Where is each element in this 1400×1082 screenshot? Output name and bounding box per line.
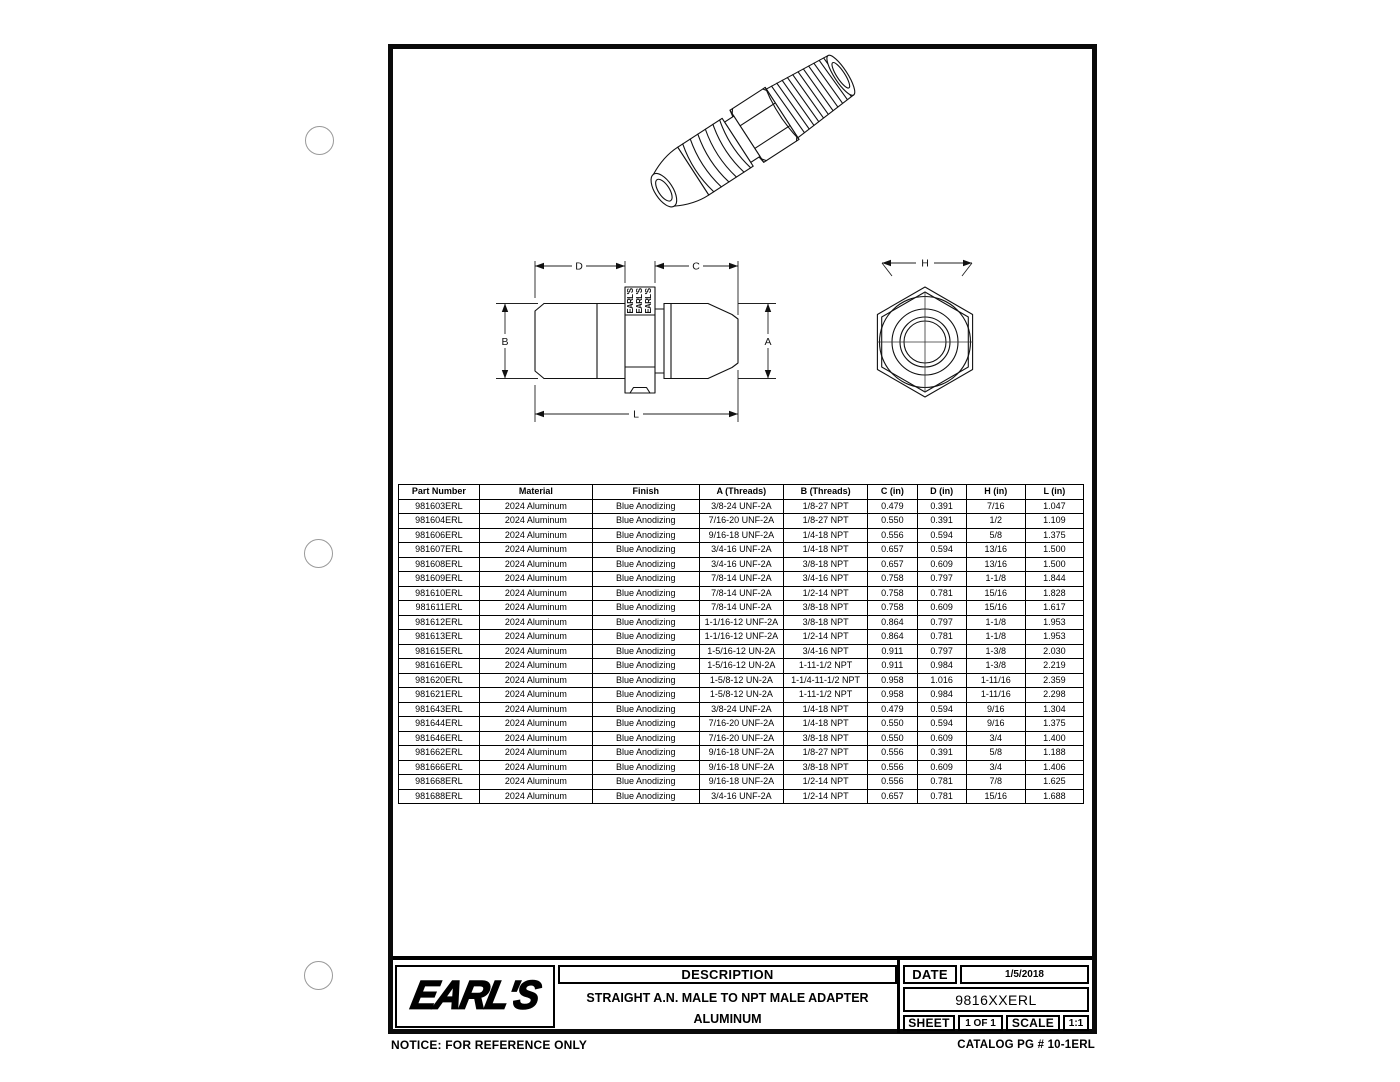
- table-cell: 1-3/8: [966, 659, 1025, 674]
- table-cell: 0.594: [917, 543, 966, 558]
- table-cell: 1.406: [1025, 760, 1083, 775]
- table-cell: 3/4-16 UNF-2A: [699, 543, 783, 558]
- hex-engraving-text: EARL'S: [644, 287, 653, 314]
- table-cell: 7/8-14 UNF-2A: [699, 586, 783, 601]
- table-cell: 0.556: [868, 760, 917, 775]
- table-cell: 0.609: [917, 760, 966, 775]
- table-cell: Blue Anodizing: [592, 557, 699, 572]
- table-cell: 7/8: [966, 775, 1025, 790]
- sheet-label: SHEET: [908, 1016, 950, 1030]
- punch-hole-bottom: [304, 961, 333, 990]
- table-cell: 0.758: [868, 572, 917, 587]
- table-cell: 1/8-27 NPT: [783, 746, 867, 761]
- table-cell: Blue Anodizing: [592, 659, 699, 674]
- table-cell: 1/2: [966, 514, 1025, 529]
- table-cell: 1-5/16-12 UN-2A: [699, 659, 783, 674]
- table-row: [399, 644, 1084, 659]
- sheet-value-cell: [958, 1015, 1003, 1031]
- table-cell: Blue Anodizing: [592, 586, 699, 601]
- table-cell: 7/16: [966, 499, 1025, 514]
- table-cell: Blue Anodizing: [592, 717, 699, 732]
- table-cell: Blue Anodizing: [592, 615, 699, 630]
- table-cell: 9/16: [966, 702, 1025, 717]
- table-cell: 981662ERL: [399, 746, 480, 761]
- table-cell: 3/8-18 NPT: [783, 615, 867, 630]
- table-cell: 1.375: [1025, 717, 1083, 732]
- table-cell: 981646ERL: [399, 731, 480, 746]
- table-cell: Blue Anodizing: [592, 499, 699, 514]
- side-an-body: [655, 304, 738, 379]
- table-cell: 981604ERL: [399, 514, 480, 529]
- table-cell: 0.781: [917, 789, 966, 804]
- table-row: [399, 557, 1084, 572]
- table-cell: 0.781: [917, 630, 966, 645]
- table-cell: 0.758: [868, 601, 917, 616]
- title-block: [393, 956, 1092, 1029]
- table-cell: 3/4-16 UNF-2A: [699, 789, 783, 804]
- table-cell: 3/8-24 UNF-2A: [699, 702, 783, 717]
- table-row: [399, 572, 1084, 587]
- table-cell: 2024 Aluminum: [479, 775, 592, 790]
- table-cell: 0.609: [917, 731, 966, 746]
- table-cell: 9/16-18 UNF-2A: [699, 775, 783, 790]
- table-cell: 2024 Aluminum: [479, 586, 592, 601]
- table-cell: 0.781: [917, 586, 966, 601]
- table-cell: 981644ERL: [399, 717, 480, 732]
- table-cell: 981615ERL: [399, 644, 480, 659]
- table-cell: 0.609: [917, 601, 966, 616]
- table-cell: 7/16-20 UNF-2A: [699, 514, 783, 529]
- table-cell: 0.797: [917, 644, 966, 659]
- table-cell: Blue Anodizing: [592, 702, 699, 717]
- date-value: 1/5/2018: [1005, 969, 1044, 980]
- reference-notice: NOTICE: FOR REFERENCE ONLY: [391, 1038, 588, 1052]
- table-cell: Blue Anodizing: [592, 572, 699, 587]
- table-cell: 1.844: [1025, 572, 1083, 587]
- table-cell: 15/16: [966, 601, 1025, 616]
- table-cell: Blue Anodizing: [592, 644, 699, 659]
- table-cell: Blue Anodizing: [592, 673, 699, 688]
- table-cell: 981607ERL: [399, 543, 480, 558]
- table-cell: Blue Anodizing: [592, 688, 699, 703]
- table-cell: 0.657: [868, 557, 917, 572]
- table-cell: 1-5/8-12 UN-2A: [699, 673, 783, 688]
- table-cell: Blue Anodizing: [592, 789, 699, 804]
- table-header-row: [399, 485, 1084, 500]
- table-cell: 2.359: [1025, 673, 1083, 688]
- table-cell: 2024 Aluminum: [479, 644, 592, 659]
- description-header-cell: [558, 965, 897, 984]
- table-cell: 0.911: [868, 659, 917, 674]
- table-cell: 1-1/16-12 UNF-2A: [699, 615, 783, 630]
- table-cell: 2024 Aluminum: [479, 673, 592, 688]
- table-cell: 3/8-24 UNF-2A: [699, 499, 783, 514]
- isometric-view-drawing: [618, 52, 908, 247]
- table-header-cell: Finish: [592, 485, 699, 500]
- table-cell: 1.016: [917, 673, 966, 688]
- table-cell: 1/8-27 NPT: [783, 499, 867, 514]
- scale-label-cell: [1006, 1015, 1060, 1031]
- table-header-cell: Part Number: [399, 485, 480, 500]
- table-cell: 1.109: [1025, 514, 1083, 529]
- table-cell: 0.391: [917, 746, 966, 761]
- table-cell: 3/4-16 NPT: [783, 572, 867, 587]
- table-cell: 1-5/16-12 UN-2A: [699, 644, 783, 659]
- dimension-l: [535, 370, 738, 422]
- table-cell: 1.625: [1025, 775, 1083, 790]
- table-cell: Blue Anodizing: [592, 543, 699, 558]
- table-header-cell: D (in): [917, 485, 966, 500]
- table-cell: 981620ERL: [399, 673, 480, 688]
- table-row: [399, 630, 1084, 645]
- punch-hole-top: [305, 126, 334, 155]
- table-cell: 0.864: [868, 630, 917, 645]
- table-row: [399, 543, 1084, 558]
- centerlines: [877, 293, 973, 391]
- logo-cell: [395, 965, 555, 1028]
- table-cell: 9/16-18 UNF-2A: [699, 760, 783, 775]
- table-header-cell: B (Threads): [783, 485, 867, 500]
- table-cell: 2024 Aluminum: [479, 630, 592, 645]
- table-header-cell: Material: [479, 485, 592, 500]
- dim-label-l: L: [633, 408, 639, 421]
- table-cell: 2024 Aluminum: [479, 731, 592, 746]
- sheet-label-cell: [903, 1015, 955, 1031]
- table-cell: 1/2-14 NPT: [783, 789, 867, 804]
- table-cell: 2024 Aluminum: [479, 615, 592, 630]
- table-cell: 981688ERL: [399, 789, 480, 804]
- table-row: [399, 673, 1084, 688]
- table-row: [399, 760, 1084, 775]
- table-cell: 0.984: [917, 688, 966, 703]
- table-cell: 0.391: [917, 514, 966, 529]
- table-cell: 9/16: [966, 717, 1025, 732]
- table-cell: 3/4: [966, 760, 1025, 775]
- description-line2: ALUMINUM: [693, 1012, 762, 1026]
- table-cell: 1.500: [1025, 557, 1083, 572]
- table-cell: 1-11-1/2 NPT: [783, 659, 867, 674]
- table-cell: 0.797: [917, 615, 966, 630]
- table-cell: 0.609: [917, 557, 966, 572]
- dimension-c: [655, 261, 738, 316]
- side-npt-body: [535, 304, 625, 379]
- table-cell: 0.758: [868, 586, 917, 601]
- table-cell: 2024 Aluminum: [479, 702, 592, 717]
- table-cell: Blue Anodizing: [592, 528, 699, 543]
- table-cell: 1-11/16: [966, 673, 1025, 688]
- table-cell: 1-11/16: [966, 688, 1025, 703]
- table-cell: 0.556: [868, 775, 917, 790]
- dimension-a: [738, 304, 776, 379]
- table-cell: 0.556: [868, 528, 917, 543]
- table-cell: 2.219: [1025, 659, 1083, 674]
- date-value-cell: [960, 965, 1089, 984]
- table-cell: 2024 Aluminum: [479, 717, 592, 732]
- table-cell: 13/16: [966, 543, 1025, 558]
- table-cell: 0.556: [868, 746, 917, 761]
- table-cell: 981608ERL: [399, 557, 480, 572]
- table-row: [399, 659, 1084, 674]
- table-cell: 0.797: [917, 572, 966, 587]
- table-cell: 0.984: [917, 659, 966, 674]
- table-cell: 1/4-18 NPT: [783, 702, 867, 717]
- table-cell: 9/16-18 UNF-2A: [699, 746, 783, 761]
- table-cell: 3/8-18 NPT: [783, 601, 867, 616]
- table-cell: 0.594: [917, 717, 966, 732]
- punch-hole-middle: [304, 539, 333, 568]
- dimension-h: [882, 258, 972, 277]
- side-view-drawing: [480, 240, 800, 440]
- table-cell: 3/8-18 NPT: [783, 731, 867, 746]
- table-cell: 0.864: [868, 615, 917, 630]
- dim-label-b: B: [501, 336, 509, 348]
- table-header-cell: A (Threads): [699, 485, 783, 500]
- table-cell: Blue Anodizing: [592, 601, 699, 616]
- table-cell: 0.958: [868, 673, 917, 688]
- table-cell: 0.550: [868, 717, 917, 732]
- table-row: [399, 601, 1084, 616]
- part-number-cell: [903, 987, 1089, 1012]
- dim-label-h: H: [921, 257, 929, 270]
- dim-label-d: D: [575, 260, 583, 273]
- table-cell: 981606ERL: [399, 528, 480, 543]
- table-cell: 1.828: [1025, 586, 1083, 601]
- sheet-value: 1 OF 1: [965, 1017, 996, 1029]
- table-cell: 0.391: [917, 499, 966, 514]
- table-cell: 0.657: [868, 543, 917, 558]
- table-cell: 2024 Aluminum: [479, 557, 592, 572]
- table-cell: 0.594: [917, 528, 966, 543]
- table-cell: 1-1/8: [966, 630, 1025, 645]
- table-cell: 2.298: [1025, 688, 1083, 703]
- table-cell: 0.958: [868, 688, 917, 703]
- dimension-d: [535, 261, 625, 299]
- scale-label: SCALE: [1011, 1016, 1055, 1030]
- table-cell: 1-11-1/2 NPT: [783, 688, 867, 703]
- table-cell: 1.953: [1025, 630, 1083, 645]
- table-cell: 2024 Aluminum: [479, 499, 592, 514]
- table-header-cell: C (in): [868, 485, 917, 500]
- date-label: DATE: [912, 967, 948, 982]
- table-cell: 0.594: [917, 702, 966, 717]
- table-cell: 1.500: [1025, 543, 1083, 558]
- table-row: [399, 688, 1084, 703]
- table-cell: 2024 Aluminum: [479, 514, 592, 529]
- table-row: [399, 514, 1084, 529]
- table-cell: 3/4-16 UNF-2A: [699, 557, 783, 572]
- table-cell: 1.188: [1025, 746, 1083, 761]
- earls-logo: EARL'S: [407, 973, 543, 1019]
- table-cell: 981621ERL: [399, 688, 480, 703]
- table-cell: 1-1/8: [966, 572, 1025, 587]
- table-cell: 3/4: [966, 731, 1025, 746]
- hex-engraving-text: EARL'S: [626, 287, 635, 314]
- table-cell: 1-5/8-12 UN-2A: [699, 688, 783, 703]
- table-cell: 5/8: [966, 746, 1025, 761]
- table-cell: 3/8-18 NPT: [783, 557, 867, 572]
- table-cell: 13/16: [966, 557, 1025, 572]
- table-cell: Blue Anodizing: [592, 731, 699, 746]
- catalog-page-ref: CATALOG PG # 10-1ERL: [957, 1039, 1095, 1051]
- hex-engraving: [626, 287, 653, 313]
- table-cell: 2024 Aluminum: [479, 789, 592, 804]
- table-cell: 7/16-20 UNF-2A: [699, 731, 783, 746]
- description-label: DESCRIPTION: [681, 967, 774, 982]
- title-block-divider: [897, 960, 900, 1033]
- table-cell: 1.375: [1025, 528, 1083, 543]
- table-cell: 2.030: [1025, 644, 1083, 659]
- end-view-drawing: [855, 245, 995, 440]
- table-cell: 981666ERL: [399, 760, 480, 775]
- description-line1: STRAIGHT A.N. MALE TO NPT MALE ADAPTER: [586, 991, 869, 1005]
- table-cell: 7/8-14 UNF-2A: [699, 572, 783, 587]
- table-cell: 0.479: [868, 499, 917, 514]
- table-cell: 981668ERL: [399, 775, 480, 790]
- dimension-b: [496, 304, 538, 379]
- table-cell: 0.781: [917, 775, 966, 790]
- table-cell: Blue Anodizing: [592, 775, 699, 790]
- table-cell: 2024 Aluminum: [479, 659, 592, 674]
- table-cell: 1/2-14 NPT: [783, 775, 867, 790]
- table-cell: 2024 Aluminum: [479, 601, 592, 616]
- table-cell: 981610ERL: [399, 586, 480, 601]
- table-cell: 2024 Aluminum: [479, 528, 592, 543]
- table-cell: 1/2-14 NPT: [783, 630, 867, 645]
- table-cell: 0.550: [868, 731, 917, 746]
- table-row: [399, 775, 1084, 790]
- table-cell: 981616ERL: [399, 659, 480, 674]
- table-cell: 2024 Aluminum: [479, 688, 592, 703]
- table-row: [399, 586, 1084, 601]
- table-cell: 0.911: [868, 644, 917, 659]
- hex-engraving-text: EARL'S: [635, 287, 644, 314]
- table-header-cell: L (in): [1025, 485, 1083, 500]
- table-cell: 0.550: [868, 514, 917, 529]
- table-row: [399, 499, 1084, 514]
- table-cell: 1/2-14 NPT: [783, 586, 867, 601]
- table-cell: 981609ERL: [399, 572, 480, 587]
- table-cell: 9/16-18 UNF-2A: [699, 528, 783, 543]
- scale-value-cell: [1063, 1015, 1089, 1031]
- date-label-cell: [903, 965, 957, 984]
- table-cell: 1.617: [1025, 601, 1083, 616]
- table-cell: 1.688: [1025, 789, 1083, 804]
- table-row: [399, 746, 1084, 761]
- table-cell: 981612ERL: [399, 615, 480, 630]
- table-cell: 5/8: [966, 528, 1025, 543]
- table-cell: 1/8-27 NPT: [783, 514, 867, 529]
- table-row: [399, 731, 1084, 746]
- table-cell: 981613ERL: [399, 630, 480, 645]
- table-cell: 1/4-18 NPT: [783, 528, 867, 543]
- table-cell: Blue Anodizing: [592, 760, 699, 775]
- table-cell: 7/8-14 UNF-2A: [699, 601, 783, 616]
- table-row: [399, 717, 1084, 732]
- table-cell: Blue Anodizing: [592, 746, 699, 761]
- table-row: [399, 702, 1084, 717]
- table-cell: 981643ERL: [399, 702, 480, 717]
- table-cell: 1.400: [1025, 731, 1083, 746]
- table-cell: 1/4-18 NPT: [783, 543, 867, 558]
- table-cell: 2024 Aluminum: [479, 746, 592, 761]
- table-cell: 3/8-18 NPT: [783, 760, 867, 775]
- table-row: [399, 528, 1084, 543]
- table-row: [399, 789, 1084, 804]
- table-cell: 1.953: [1025, 615, 1083, 630]
- table-cell: 3/4-16 NPT: [783, 644, 867, 659]
- scale-value: 1:1: [1068, 1017, 1084, 1029]
- table-cell: Blue Anodizing: [592, 514, 699, 529]
- table-header-cell: H (in): [966, 485, 1025, 500]
- table-cell: 15/16: [966, 586, 1025, 601]
- table-cell: 7/16-20 UNF-2A: [699, 717, 783, 732]
- table-cell: 1-1/4-11-1/2 NPT: [783, 673, 867, 688]
- table-cell: 2024 Aluminum: [479, 543, 592, 558]
- table-cell: 1-1/16-12 UNF-2A: [699, 630, 783, 645]
- table-cell: 15/16: [966, 789, 1025, 804]
- dim-label-a: A: [764, 336, 772, 348]
- table-row: [399, 615, 1084, 630]
- table-cell: 2024 Aluminum: [479, 572, 592, 587]
- table-cell: 1-3/8: [966, 644, 1025, 659]
- table-cell: 2024 Aluminum: [479, 760, 592, 775]
- table-cell: 1.304: [1025, 702, 1083, 717]
- table-cell: 1.047: [1025, 499, 1083, 514]
- table-cell: 1/4-18 NPT: [783, 717, 867, 732]
- part-number: 9816XXERL: [955, 991, 1037, 1008]
- table-cell: 981603ERL: [399, 499, 480, 514]
- table-cell: Blue Anodizing: [592, 630, 699, 645]
- table-cell: 981611ERL: [399, 601, 480, 616]
- spec-table: [398, 484, 1084, 804]
- table-cell: 0.657: [868, 789, 917, 804]
- table-cell: 0.479: [868, 702, 917, 717]
- table-cell: 1-1/8: [966, 615, 1025, 630]
- dim-label-c: C: [692, 260, 700, 273]
